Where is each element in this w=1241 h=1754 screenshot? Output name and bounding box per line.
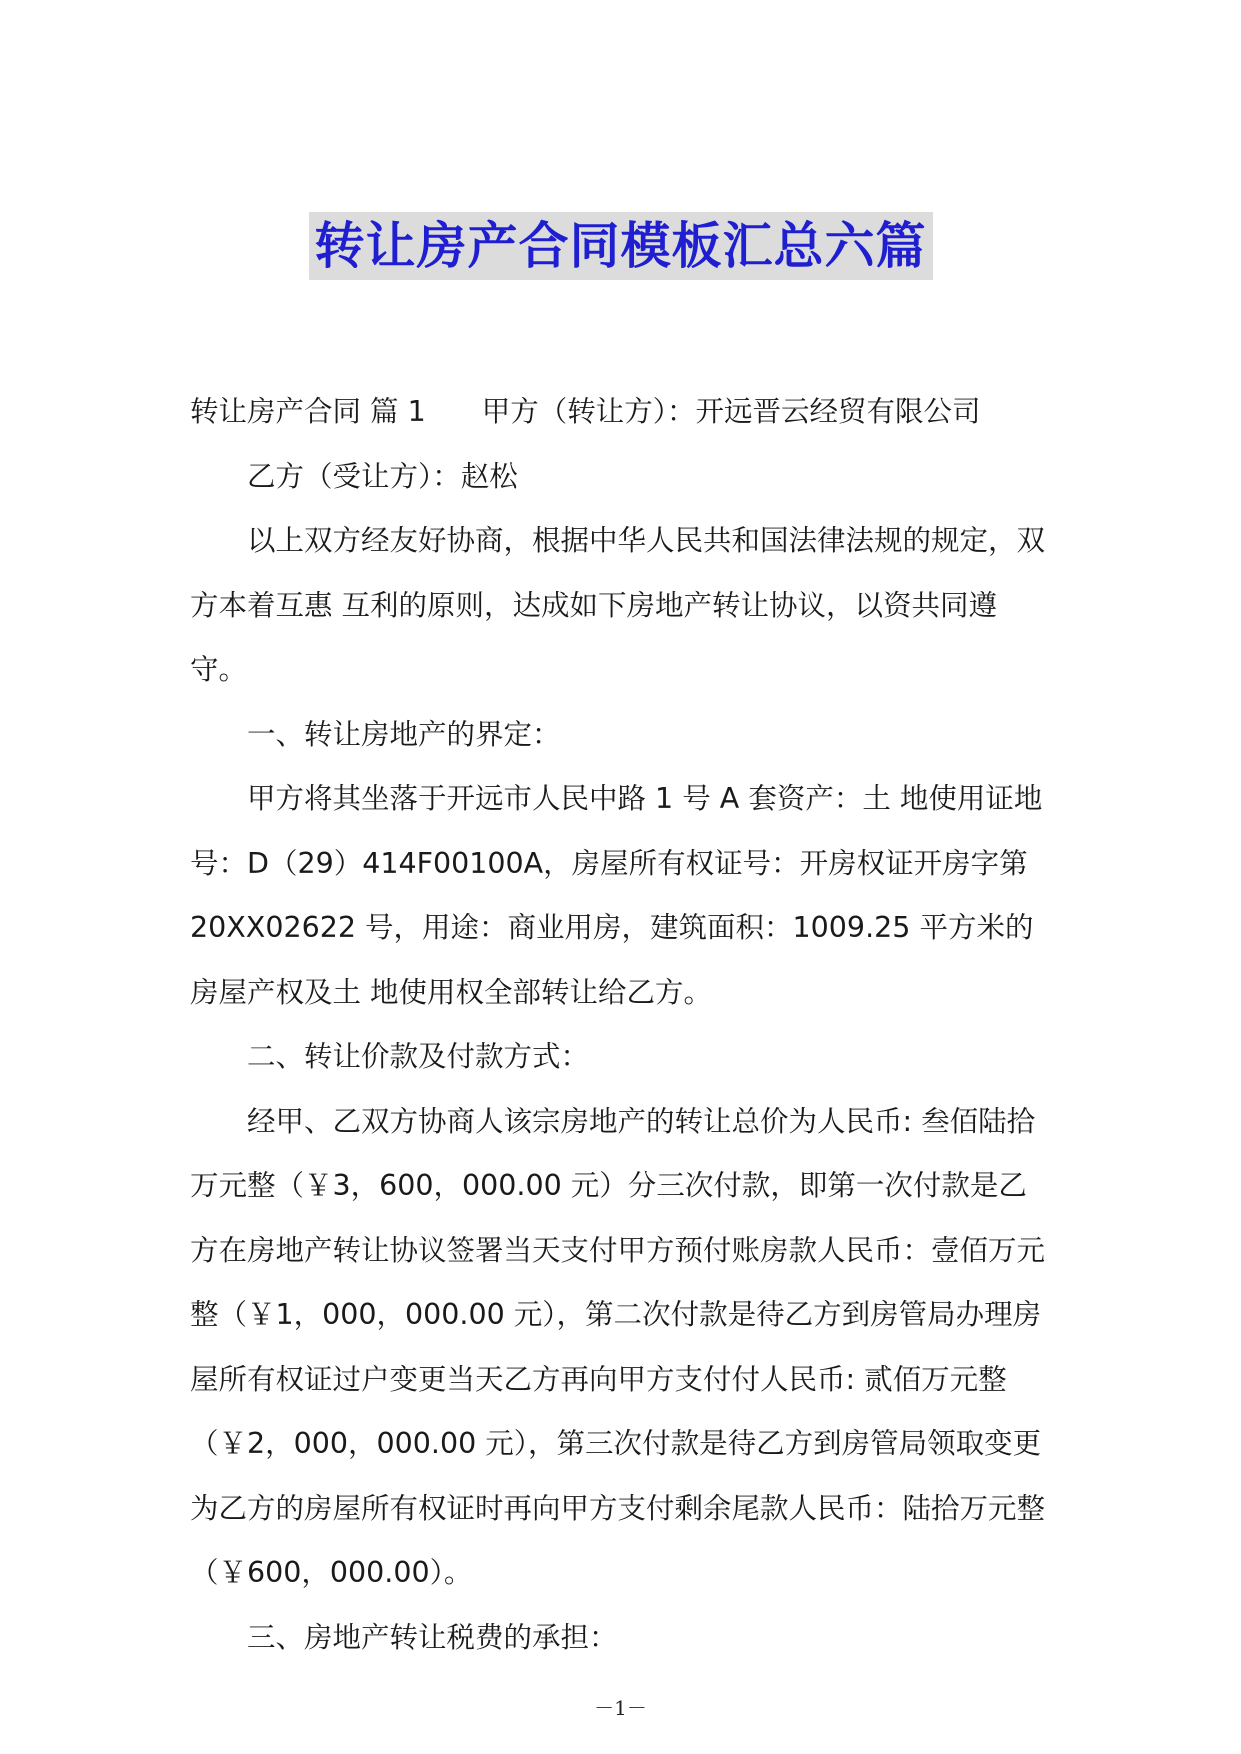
section-one-paragraph: 甲方将其坐落于开远市人民中路 1 号 A 套资产：土 地使用证地号：D（29）414F00100A，房屋所有权证号：开房权证开房字第 20XX02622 号，用途：商业用房，建筑面积：1009.25 平方米的房屋产权及土 地使用权全部转让给乙方。 (190, 782, 1043, 1009)
section-heading: 转让房产合同 篇 1 (190, 395, 426, 428)
document-body (190, 380, 1050, 1670)
page-number: －1－ (594, 1696, 647, 1720)
heading-line (190, 380, 1050, 445)
party-a-line: 甲方（转让方）：开远晋云经贸有限公司 (481, 395, 981, 428)
intro-paragraph: 以上双方经友好协商，根据中华人民共和国法律法规的规定，双方本着互惠 互利的原则，达成如下房地产转让协议，以资共同遵守。 (190, 524, 1046, 686)
section-two-paragraph: 经甲、乙双方协商人该宗房地产的转让总价为人民币: 叁佰陆拾万元整（￥3，600，000.00 元）分三次付款，即第一次付款是乙方在房地产转让协议签署当天支付甲方预付账房款人民币：壹佰万元整（￥1，000，000.00 元），第二次付款是待乙方到房管局办理房屋所有权证过户变更当天乙方再向甲方支付付人民币: 贰佰万元整（￥2，000，000.00 元），第三次付款是待乙方到房管局领取变更为乙方的房屋所有权证时再向甲方支付剩余尾款人民币：陆拾万元整（￥600，000.00）。 (190, 1104, 1046, 1589)
section-two-heading: 二、转让价款及付款方式： (247, 1040, 590, 1073)
section-three-heading: 三、房地产转让税费的承担： (247, 1620, 618, 1654)
title-container (0, 212, 1241, 280)
section-one-heading: 一、转让房地产的界定： (247, 717, 561, 751)
document-title: 转让房产合同模板汇总六篇 (309, 212, 933, 280)
party-b-paragraph: 乙方（受让方）：赵松 (247, 459, 518, 493)
